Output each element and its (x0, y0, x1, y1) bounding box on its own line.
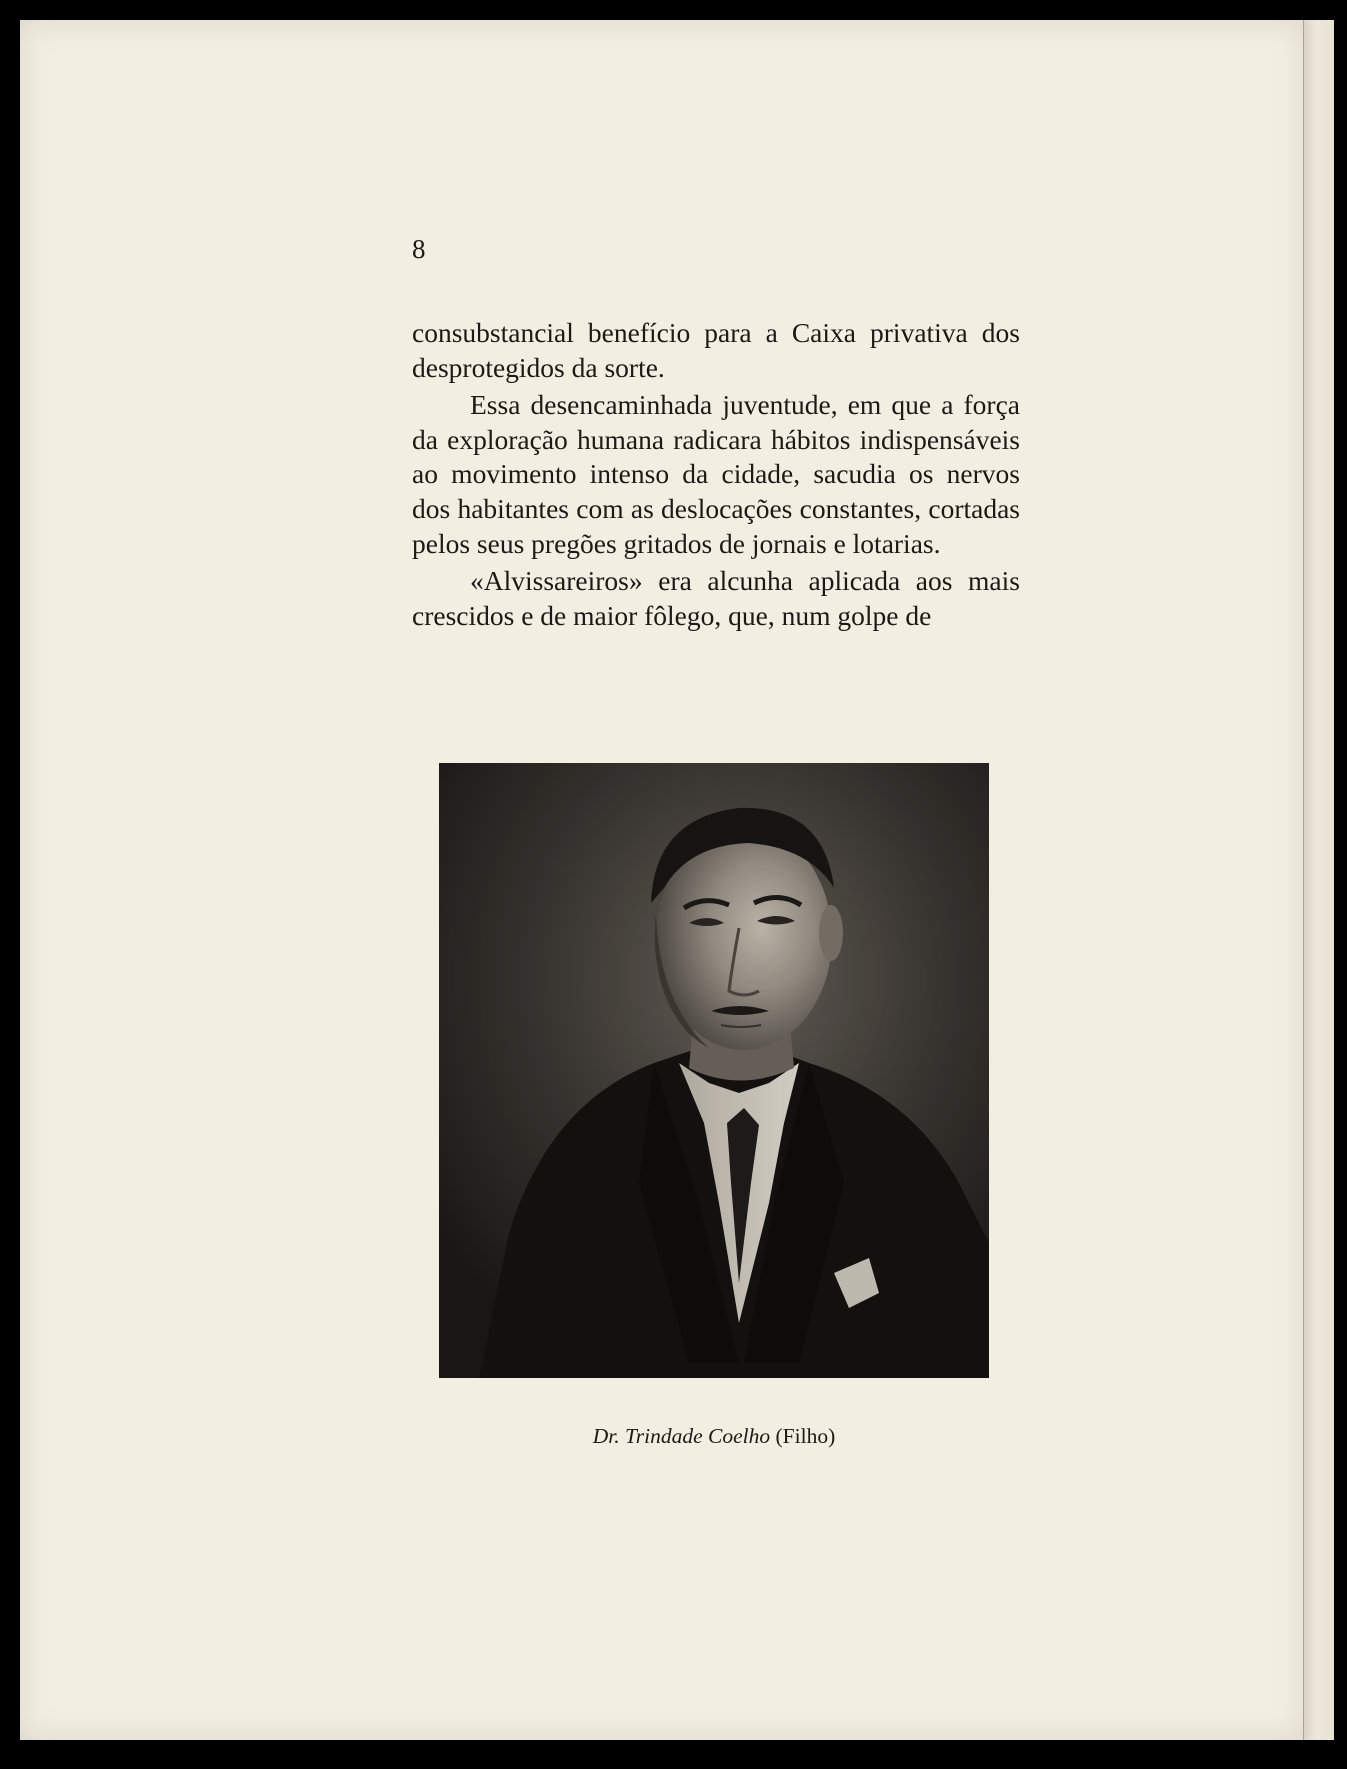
caption-suffix: (Filho) (775, 1424, 836, 1448)
page-number: 8 (412, 234, 426, 264)
photo-caption (439, 1424, 989, 1449)
portrait-photo (439, 763, 989, 1378)
paragraph-2: Essa desencaminhada juventude, em que a força da exploração humana radicara hábitos indispensáveis ao movimento intenso da cidade, sacudia os nervos dos habitantes com as deslocações constantes, cortadas pelos seus pregões gritados de jornais e lotarias. (412, 389, 1020, 559)
paragraph-1: consubstancial benefício para a Caixa privativa dos desprotegidos da sorte. (412, 317, 1020, 383)
caption-name: Dr. Trindade Coelho (592, 1424, 771, 1448)
paragraph-3: «Alvissareiros» era alcunha aplicada aos mais crescidos e de maior fôlego, que, num golpe de (412, 565, 1020, 631)
body-text (412, 316, 1020, 633)
page-edge (1303, 20, 1334, 1740)
